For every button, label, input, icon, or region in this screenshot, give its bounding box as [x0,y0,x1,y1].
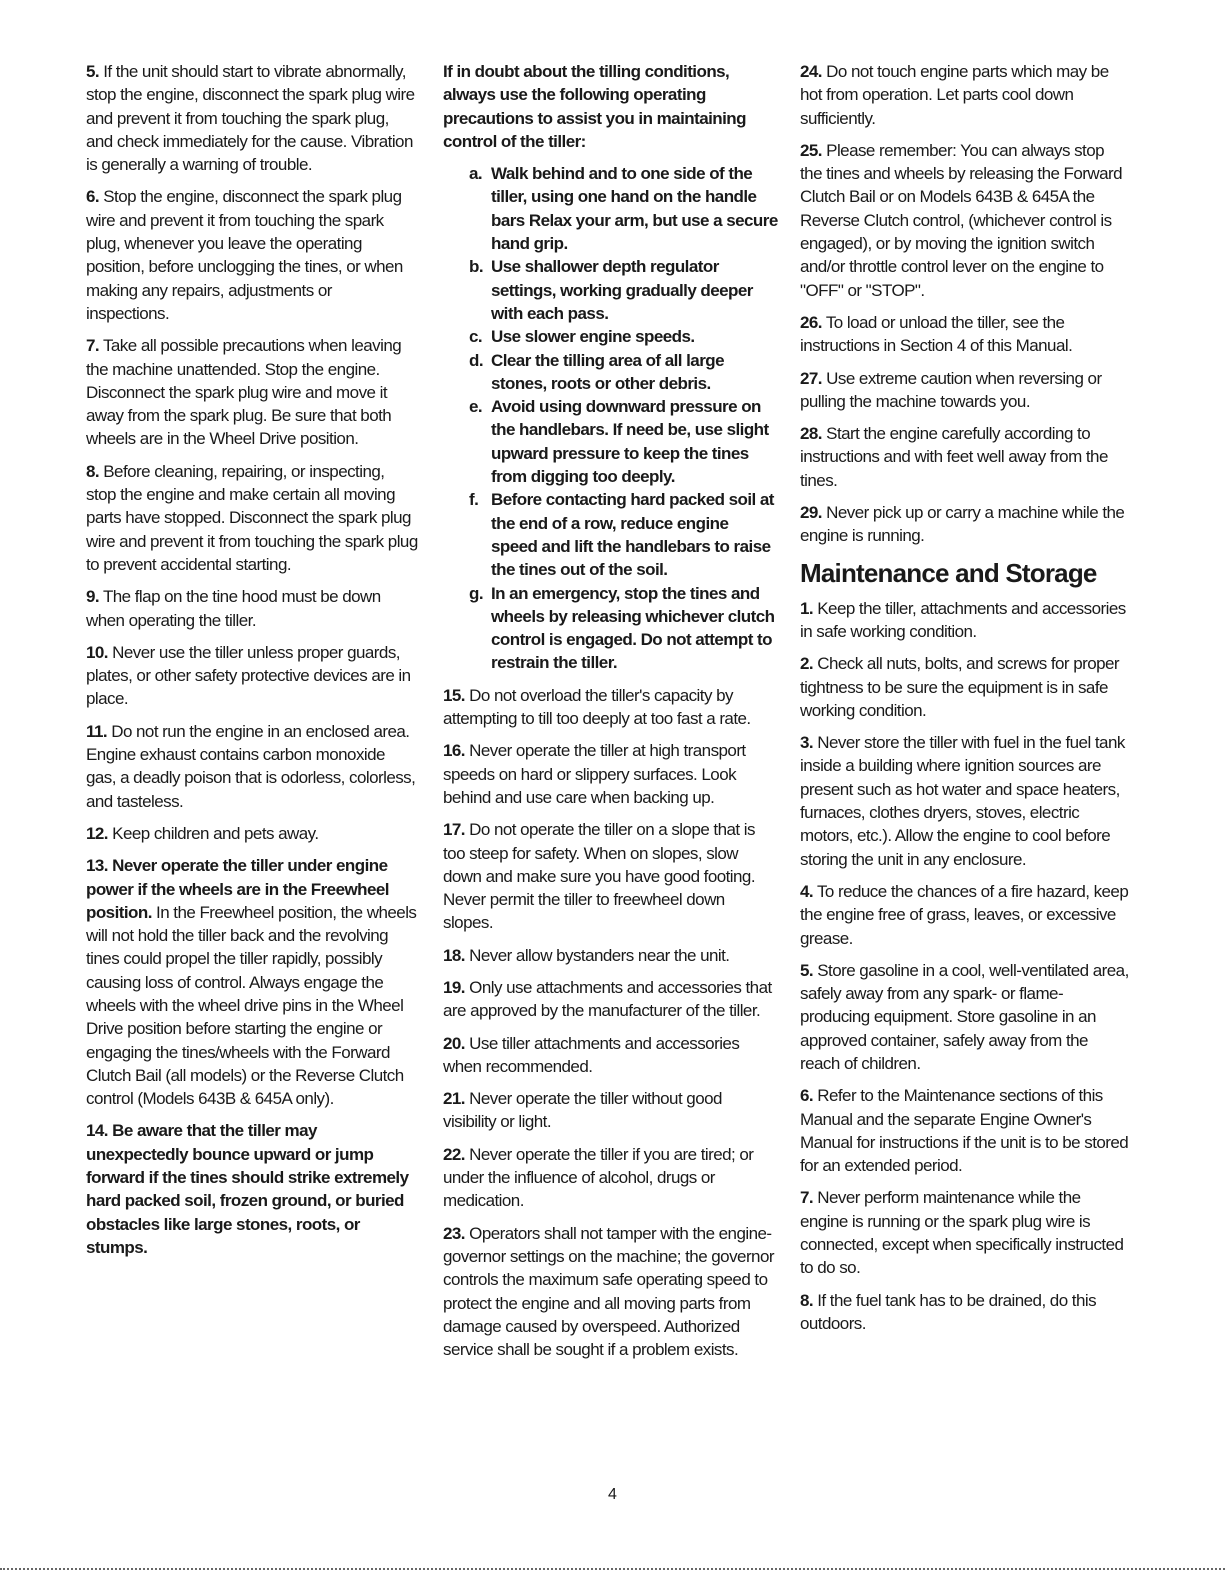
bottom-divider [0,1568,1225,1570]
section-heading: Maintenance and Storage [800,557,1097,588]
maintenance-5: 5. Store gasoline in a cool, well-ventilated area, safely away from any spark- or flame-producing equipment. Store gasoline in an approved container, safely away from the reach of children. [800,960,1129,1073]
maintenance-4: 4. To reduce the chances of a fire hazard, keep the engine free of grass, leaves, or excessive grease. [800,881,1129,948]
maintenance-7: 7. Never perform maintenance while the engine is running or the spark plug wire is connected, except when specifically instructed to do so. [800,1188,1124,1278]
rule-24: 24. Do not touch engine parts which may be hot from operation. Let parts cool down sufficiently. [800,62,1109,128]
column-right [800,60,1130,1344]
maintenance-3: 3. Never store the tiller with fuel in the fuel tank inside a building where ignition sources are present such as hot water and space heaters, furnaces, clothes dryers, stoves, electric motors, etc.). Allow the engine to cool before storing the unit in any enclosure. [800,733,1125,869]
rule-29: 29. Never pick up or carry a machine while the engine is running. [800,503,1125,546]
rule-17: 17. Do not operate the tiller on a slope that is too steep for safety. When on slopes, slow down and make sure you have good footing. Never permit the tiller to freewheel down slopes. [443,820,756,933]
list-item: b. Use shallower depth regulator settings, working gradually deeper with each pass. [469,257,753,323]
rule-16: 16. Never operate the tiller at high transport speeds on hard or slippery surfaces. Look behind and use care when backing up. [443,741,746,807]
rule-11: 11. Do not run the engine in an enclosed area. Engine exhaust contains carbon monoxide gas, a deadly poison that is odorless, colorless, and tasteless. [86,721,416,811]
maintenance-8: 8. If the fuel tank has to be drained, do this outdoors. [800,1290,1097,1333]
rule-13: 13. Never operate the tiller under engine power if the wheels are in the Freewheel position. In the Freewheel position, the wheels will not hold the tiller back and the revolving tines could propel the tiller rapidly, possibly causing loss of control. Always engage the wheels with the wheel drive pins in the Wheel Drive position before starting the engine or engaging the tines/wheels with the Forward Clutch Bail (all models) or the Reverse Clutch control (Models 643B & 645A only). [86,856,417,1109]
maintenance-1: 1. Keep the tiller, attachments and accessories in safe working condition. [800,598,1126,641]
rule-9: 9. The flap on the tine hood must be down when operating the tiller. [86,587,381,630]
list-item: a. Walk behind and to one side of the tiller, using one hand on the handle bars Relax your arm, but use a secure hand grip. [469,164,778,254]
rule-26: 26. To load or unload the tiller, see the instructions in Section 4 of this Manual. [800,312,1073,356]
rule-12: 12. Keep children and pets away. [86,823,319,843]
list-item: c. Use slower engine speeds. [469,327,695,347]
rule-14: 14. Be aware that the tiller may unexpectedly bounce upward or jump forward if the tines should strike extremely hard packed soil, frozen ground, or buried obstacles like large stones, roots, or stumps. [86,1121,409,1257]
rule-25: 25. Please remember: You can always stop the tines and wheels by releasing the Forward Clutch Bail or on Models 643B & 645A the Reverse Clutch control, (whichever control is engaged), or by moving the ignition switch and/or throttle control lever on the engine to "OFF" or "STOP". [800,140,1123,300]
rule-22: 22. Never operate the tiller if you are tired; or under the influence of alcohol, drugs or medication. [443,1144,754,1211]
list-item: g. In an emergency, stop the tines and wheels by releasing whichever clutch control is engaged. Do not attempt to restrain the tiller. [469,583,775,673]
list-item: f. Before contacting hard packed soil at the end of a row, reduce engine speed and lift the handlebars to raise the tines out of the soil. [469,490,774,580]
rule-19: 19. Only use attachments and accessories that are approved by the manufacturer of the tiller. [443,977,772,1021]
column-middle [443,60,778,1370]
rule-20: 20. Use tiller attachments and accessories when recommended. [443,1033,740,1076]
rule-21: 21. Never operate the tiller without good visibility or light. [443,1089,722,1132]
column-left [86,60,418,1268]
rule-15: 15. Do not overload the tiller's capacity by attempting to till too deeply at too fast a rate. [443,685,751,729]
rule-23: 23. Operators shall not tamper with the engine-governor settings on the machine; the governor controls the maximum safe operating speed to protect the engine and all moving parts from damage caused by overspeed. Authorized service shall be sought if a problem exists. [443,1223,774,1360]
list-item: e. Avoid using downward pressure on the handlebars. If need be, use slight upward pressure to keep the tines from digging too deeply. [469,397,769,487]
rule-27: 27. Use extreme caution when reversing or pulling the machine towards you. [800,368,1102,411]
page-number: 4 [608,1486,617,1503]
precautions-list [443,162,778,675]
precautions-intro: If in doubt about the tilling conditions, always use the following operating precautions to assist you in maintaining control of the tiller: [443,62,746,151]
rule-7: 7. Take all possible precautions when leaving the machine unattended. Stop the engine. Disconnect the spark plug wire and move it away from the spark plug. Be sure that both wheels are in the Wheel Drive position. [86,336,402,449]
rule-10: 10. Never use the tiller unless proper guards, plates, or other safety protective devices are in place. [86,642,411,709]
rule-6: 6. Stop the engine, disconnect the spark plug wire and prevent it from touching the spark plug, whenever you leave the operating position, before unclogging the tines, or when making any repairs, adjustments or inspections. [86,187,403,323]
maintenance-6: 6. Refer to the Maintenance sections of this Manual and the separate Engine Owner's Manual for instructions if the unit is to be stored for an extended period. [800,1086,1129,1176]
rule-28: 28. Start the engine carefully according to instructions and with feet well away from the tines. [800,424,1108,490]
list-item: d. Clear the tilling area of all large stones, roots or other debris. [469,350,724,393]
rule-18: 18. Never allow bystanders near the unit. [443,945,730,965]
maintenance-2: 2. Check all nuts, bolts, and screws for proper tightness to be sure the equipment is in safe working condition. [800,654,1120,720]
rule-5: 5. If the unit should start to vibrate abnormally, stop the engine, disconnect the spark plug wire and prevent it from touching the spark plug, and check immediately for the cause. Vibration is generally a warning of trouble. [86,62,415,175]
rule-8: 8. Before cleaning, repairing, or inspecting, stop the engine and make certain all moving parts have stopped. Disconnect the spark plug wire and prevent it from touching the spark plug to prevent accidental starting. [86,461,418,574]
